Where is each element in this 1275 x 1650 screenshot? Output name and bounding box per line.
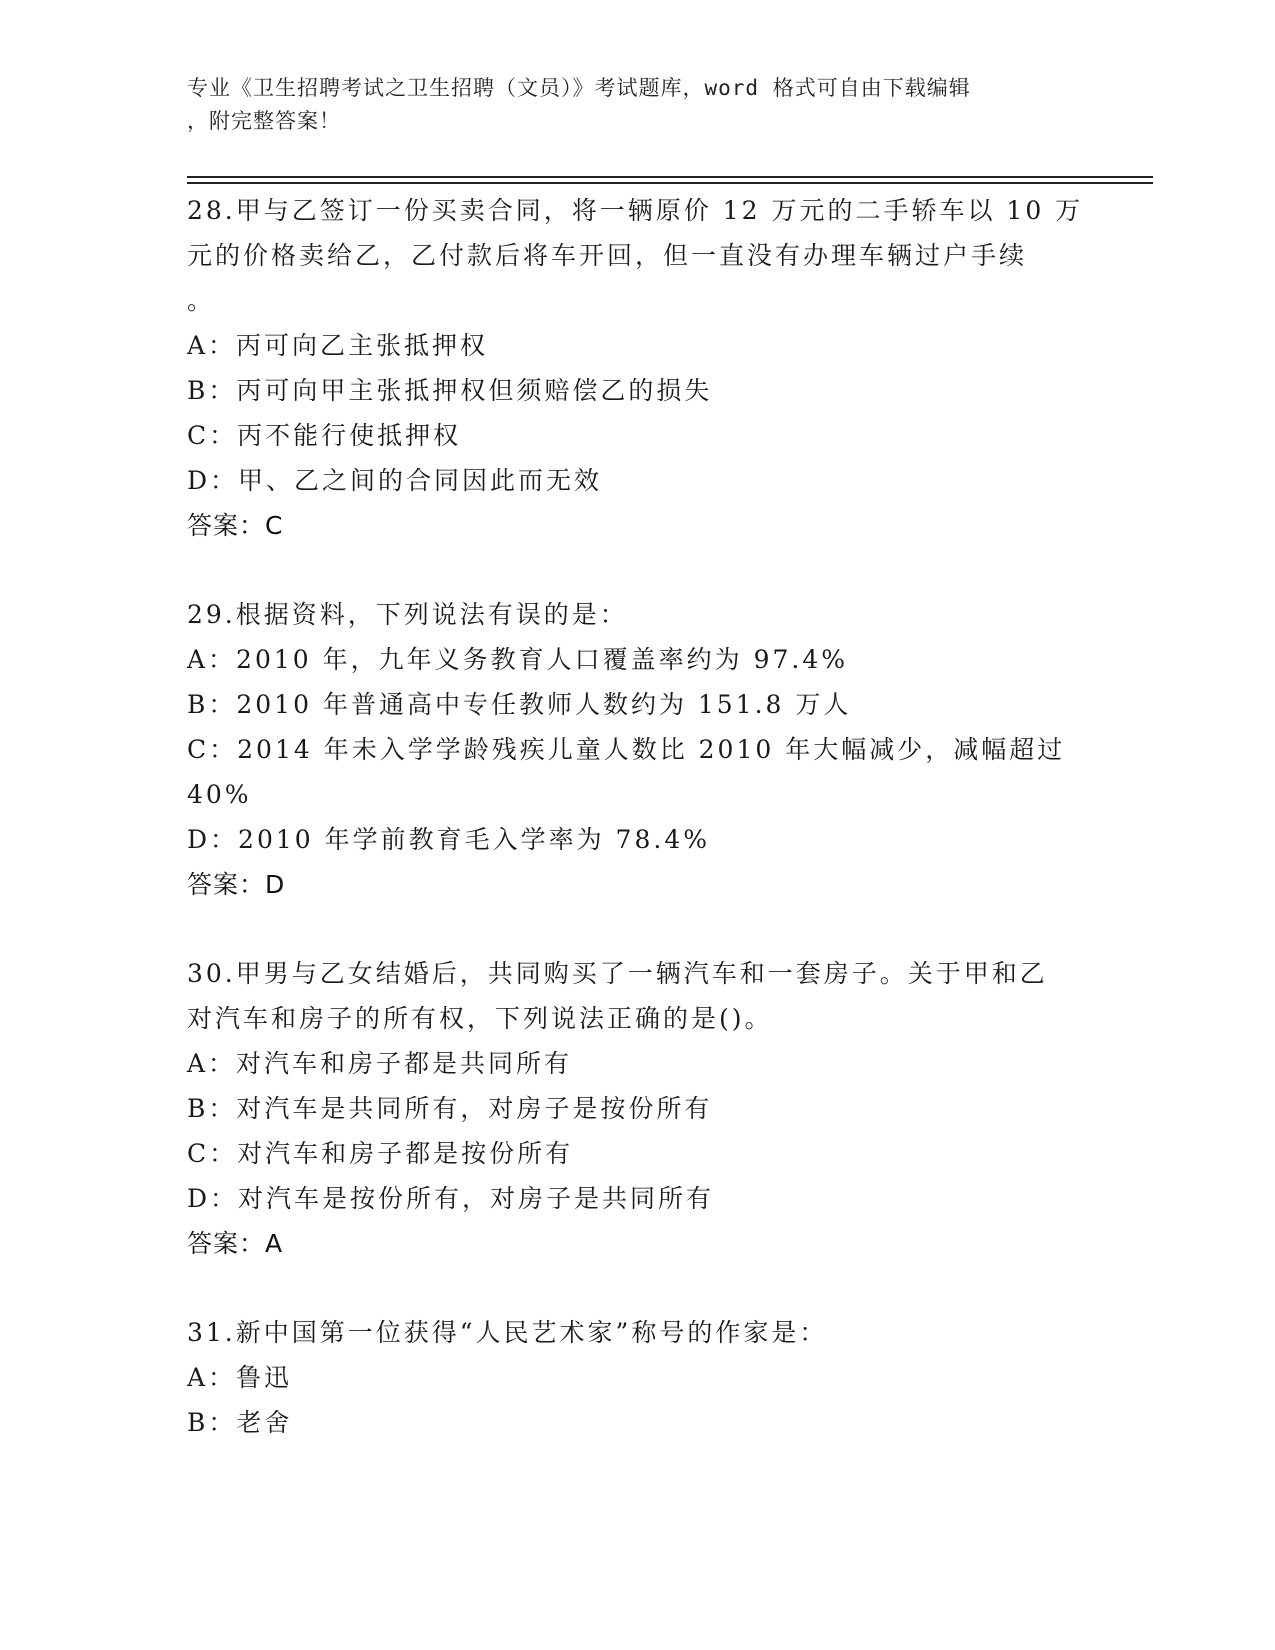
question-stem-line: 31.新中国第一位获得“人民艺术家”称号的作家是： — [187, 1318, 828, 1347]
question-28 — [187, 188, 1087, 548]
answer-line: 答案：C — [187, 511, 284, 540]
answer-line: 答案：A — [187, 1229, 284, 1258]
question-stem-line: 30.甲男与乙女结婚后，共同购买了一辆汽车和一套房子。关于甲和乙 — [187, 959, 1048, 988]
option-d: D：甲、乙之间的合同因此而无效 — [187, 466, 603, 495]
option-b: B：丙可向甲主张抵押权但须赔偿乙的损失 — [187, 376, 713, 405]
question-stem-line: 28.甲与乙签订一份买卖合同，将一辆原价 12 万元的二手轿车以 10 万 — [187, 196, 1084, 225]
question-30 — [187, 951, 1087, 1266]
option-a: A：丙可向乙主张抵押权 — [187, 331, 489, 360]
answer-line: 答案：D — [187, 870, 286, 899]
option-c: C：2014 年未入学学龄残疾儿童人数比 2010 年大幅减少，减幅超过 — [187, 735, 1066, 764]
option-c: C：对汽车和房子都是按份所有 — [187, 1139, 574, 1168]
question-stem-line: 元的价格卖给乙，乙付款后将车开回，但一直没有办理车辆过户手续 — [187, 241, 1028, 270]
option-d: D：对汽车是按份所有，对房子是共同所有 — [187, 1184, 715, 1213]
question-stem-line: 对汽车和房子的所有权，下列说法正确的是()。 — [187, 1004, 773, 1033]
question-31 — [187, 1310, 1087, 1445]
question-stem-line: 29.根据资料，下列说法有误的是： — [187, 600, 628, 629]
header-line-2: ，附完整答案！ — [187, 109, 341, 133]
question-spacer — [187, 1266, 1087, 1310]
question-29 — [187, 592, 1087, 907]
option-c: C：丙不能行使抵押权 — [187, 421, 462, 450]
question-stem-line: 。 — [187, 286, 216, 315]
question-list — [187, 188, 1087, 1445]
document-header — [187, 72, 1067, 138]
option-b: B：对汽车是共同所有，对房子是按份所有 — [187, 1094, 713, 1123]
option-b: B：老舍 — [187, 1408, 293, 1437]
option-d: D：2010 年学前教育毛入学率为 78.4% — [187, 825, 710, 854]
option-a: A：对汽车和房子都是共同所有 — [187, 1049, 573, 1078]
header-line-1: 专业《卫生招聘考试之卫生招聘（文员）》考试题库，word 格式可自由下载编辑 — [187, 76, 971, 100]
question-spacer — [187, 548, 1087, 592]
header-divider-bottom — [187, 182, 1153, 184]
option-a: A：鲁迅 — [187, 1363, 293, 1392]
option-a: A：2010 年，九年义务教育人口覆盖率约为 97.4% — [187, 645, 848, 674]
option-c-continued: 40% — [187, 780, 252, 809]
header-divider-top — [187, 176, 1153, 178]
question-spacer — [187, 907, 1087, 951]
option-b: B：2010 年普通高中专任教师人数约为 151.8 万人 — [187, 690, 852, 719]
